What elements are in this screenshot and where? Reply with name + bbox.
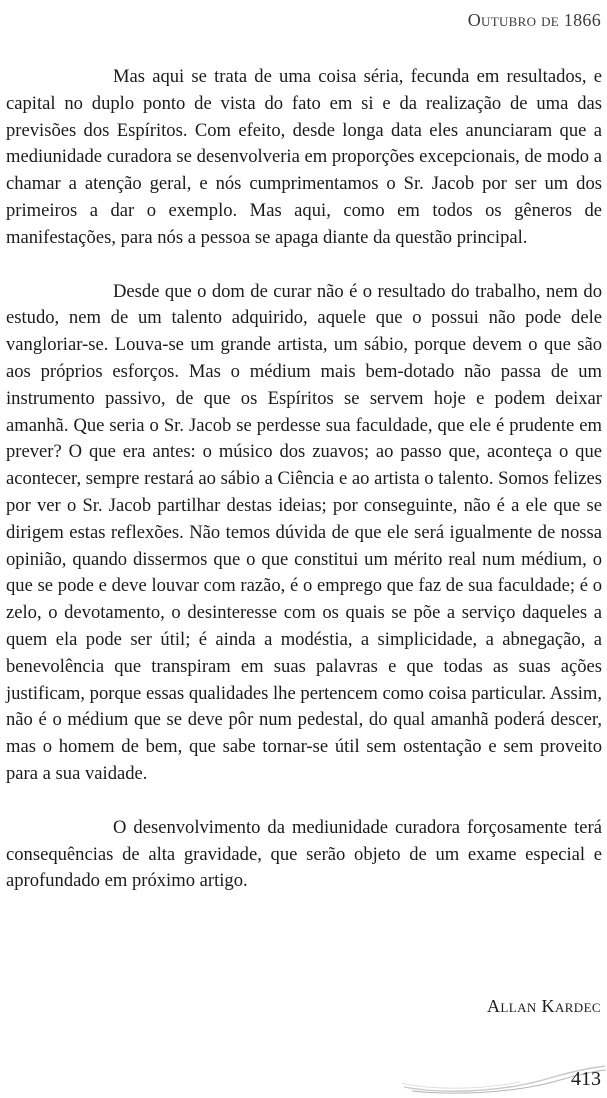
paragraph-3: O desenvolvimento da mediunidade curadora forçosamente terá consequências de alta gravidade, que serão objeto de um exame especial e aprofundado em próximo artigo. [6,816,602,892]
author-signature: Allan Kardec [486,996,601,1016]
article-body [6,64,602,922]
paragraph-2: Desde que o dom de curar não é o resultado do trabalho, nem do estudo, nem de um talento adquirido, aquele que o possui não pode dele vangloriar-se. Louva-se um grande artista, um sábio, porque devem o que são aos próprios esforços. Mas o médium mais bem-dotado não passa de um instrumento passivo, de que os Espíritos se servem hoje e podem deixar amanhã. Que seria o Sr. Jacob se perdesse sua faculdade, que ele é prudente em prever? O que era antes: o músico dos zuavos; ao passo que, aconteça o que acontecer, sempre restará ao sábio a Ciência e ao artista o talento. Somos felizes por ver o Sr. Jacob partilhar destas ideias; por conseguinte, não é a ele que se dirigem estas reflexões. Não temos dúvida de que ele será igualmente de nossa opinião, quando dissermos que o que constitui um mérito real num médium, o que se pode e deve louvar com razão, é o emprego que faz de sua faculdade; é o zelo, o devotamento, o desinteresse com os quais se põe a serviço daqueles a quem ela pode ser útil; é ainda a modéstia, a simplicidade, a abnegação, a benevolência que transpiram em suas palavras e que todas as suas ações justificam, porque essas qualidades lhe pertencem como coisa particular. Assim, não é o médium que se deve pôr num pedestal, do qual amanhã poderá descer, mas o homem de bem, que sabe tornar-se útil sem ostentação e sem proveito para a sua vaidade. [6,280,602,784]
paragraph-1: Mas aqui se trata de uma coisa séria, fecunda em resultados, e capital no duplo ponto de vista do fato em si e da realização de uma das previsões dos Espíritos. Com efeito, desde longa data eles anunciaram que a mediunidade curadora se desenvolveria em proporções excepcionais, de modo a chamar a atenção geral, e nós cumprimentamos o Sr. Jacob por ser um dos primeiros a dar o exemplo. Mas aqui, como em todos os gêneros de manifestações, para nós a pessoa se apaga diante da questão principal. [6,66,602,248]
running-header: Outubro de 1866 [467,10,601,30]
page-number: 413 [571,1068,601,1090]
